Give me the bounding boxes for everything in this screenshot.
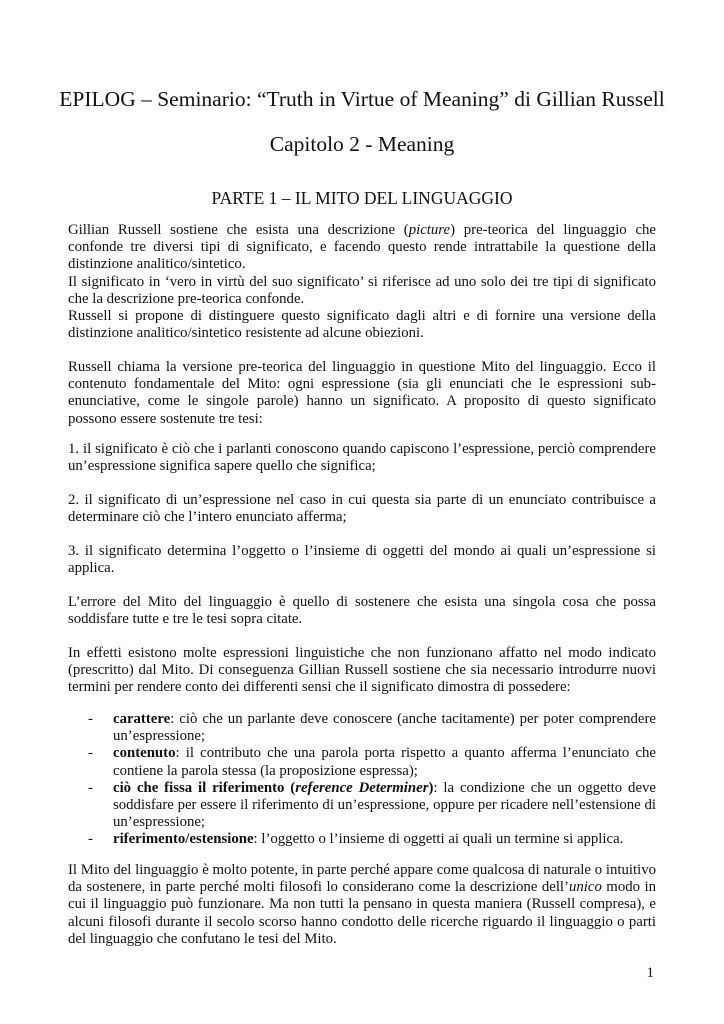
document-title: EPILOG – Seminario: “Truth in Virtue of Meaning” di Gillian Russell — [59, 87, 665, 111]
thesis-2: 2. il significato di un’espressione nel caso in cui questa sia parte di un enunciato contribuisce a determinare ciò che l’intero enunciato afferma; — [68, 492, 656, 526]
section-heading: PARTE 1 – IL MITO DEL LINGUAGGIO — [211, 188, 513, 208]
term-label: contenuto — [113, 745, 176, 762]
list-item — [88, 780, 656, 832]
term-label: riferimento/estensione — [113, 831, 254, 848]
chapter-title: Capitolo 2 - Meaning — [269, 132, 455, 156]
thesis-1: 1. il significato è ciò che i parlanti conoscono quando capiscono l’espressione, perciò comprendere un’espressione significa sapere quello che significa; — [68, 441, 656, 475]
term-definition: : ciò che un parlante deve conoscere (anche tacitamente) per poter comprendere un’espressione; — [113, 711, 656, 745]
closing-emphasis: unico — [568, 879, 602, 896]
page-number: 1 — [646, 965, 654, 981]
intro-paragraph — [68, 222, 656, 342]
term-definition: : la condizione che un oggetto deve soddisfare per essere il riferimento di un’espressione, oppure per ricadere nell’estensione di un’espressione; — [113, 779, 656, 831]
terms-list — [88, 711, 656, 849]
list-dash: - — [88, 779, 93, 796]
list-dash: - — [88, 711, 93, 727]
term-label-end: ) — [428, 779, 434, 796]
list-dash: - — [88, 745, 93, 762]
term-label-start: ciò che fissa il riferimento ( — [113, 779, 296, 796]
effects-paragraph: In effetti esistono molte espressioni linguistiche che non funzionano affatto nel modo indicato (prescritto) dal Mito. Di conseguenza Gillian Russell sostiene che sia necessario introdurre nuovi termini per rendere conto dei differenti sensi che il significato dimostra di possedere: — [68, 645, 656, 696]
term-label: carattere — [113, 711, 171, 727]
closing-text-a: Il Mito del linguaggio è molto potente, in parte perché appare come qualcosa di naturale o intuitivo da sostenere, in parte perché molti filosofi lo considerano come la descrizione dell’ — [68, 862, 656, 896]
intro-text-a: Gillian Russell sostiene che esista una descrizione ( — [68, 222, 409, 238]
closing-text-b: modo in cui il linguaggio può funzionare. Ma non tutti la pensano in questa maniera (Russell compresa), e alcuni filosofi durante il secolo scorso hanno condotto delle ricerche riguardo il linguaggio o parti del linguaggio che confutano le tesi del Mito. — [68, 879, 656, 947]
list-item — [88, 831, 656, 848]
term-definition: : il contributo che una parola porta rispetto a quanto afferma l’enunciato che contiene la parola stessa (la proposizione espressa); — [113, 745, 656, 779]
list-item — [88, 711, 656, 745]
intro-text-b: ) pre-teorica del linguaggio che confonde tre diversi tipi di significato, e facendo questo rende intrattabile la questione della distinzione analitico/sintetico. — [68, 222, 656, 273]
term-label-emphasis: reference Determiner — [295, 779, 429, 796]
myth-paragraph: Russell chiama la versione pre-teorica del linguaggio in questione Mito del linguaggio. Ecco il contenuto fondamentale del Mito: ogni espressione (sia gli enunciati che le espressioni sub-enunciative, come le singole parole) hanno un significato. A proposito di questo significato possono essere sostenute tre tesi: — [68, 359, 656, 427]
thesis-3: 3. il significato determina l’oggetto o l’insieme di oggetti del mondo ai quali un’espressione si applica. — [68, 543, 656, 577]
term-definition: : l’oggetto o l’insieme di oggetti ai quali un termine si applica. — [253, 831, 624, 848]
intro-text-3: Russell si propone di distinguere questo significato dagli altri e di fornire una versione della distinzione analitico/sintetico resistente ad alcune obiezioni. — [68, 308, 656, 342]
list-dash: - — [88, 831, 93, 848]
intro-emphasis: picture — [408, 222, 451, 238]
intro-text-2: Il significato in ‘vero in virtù del suo significato’ si riferisce ad uno solo dei tre tipi di significato che la descrizione pre-teorica confonde. — [68, 273, 656, 307]
closing-paragraph — [68, 862, 656, 948]
term-label — [113, 780, 433, 796]
error-paragraph: L’errore del Mito del linguaggio è quello di sostenere che esista una singola cosa che possa soddisfare tutte e tre le tesi sopra citate. — [68, 594, 656, 628]
list-item — [88, 745, 656, 779]
